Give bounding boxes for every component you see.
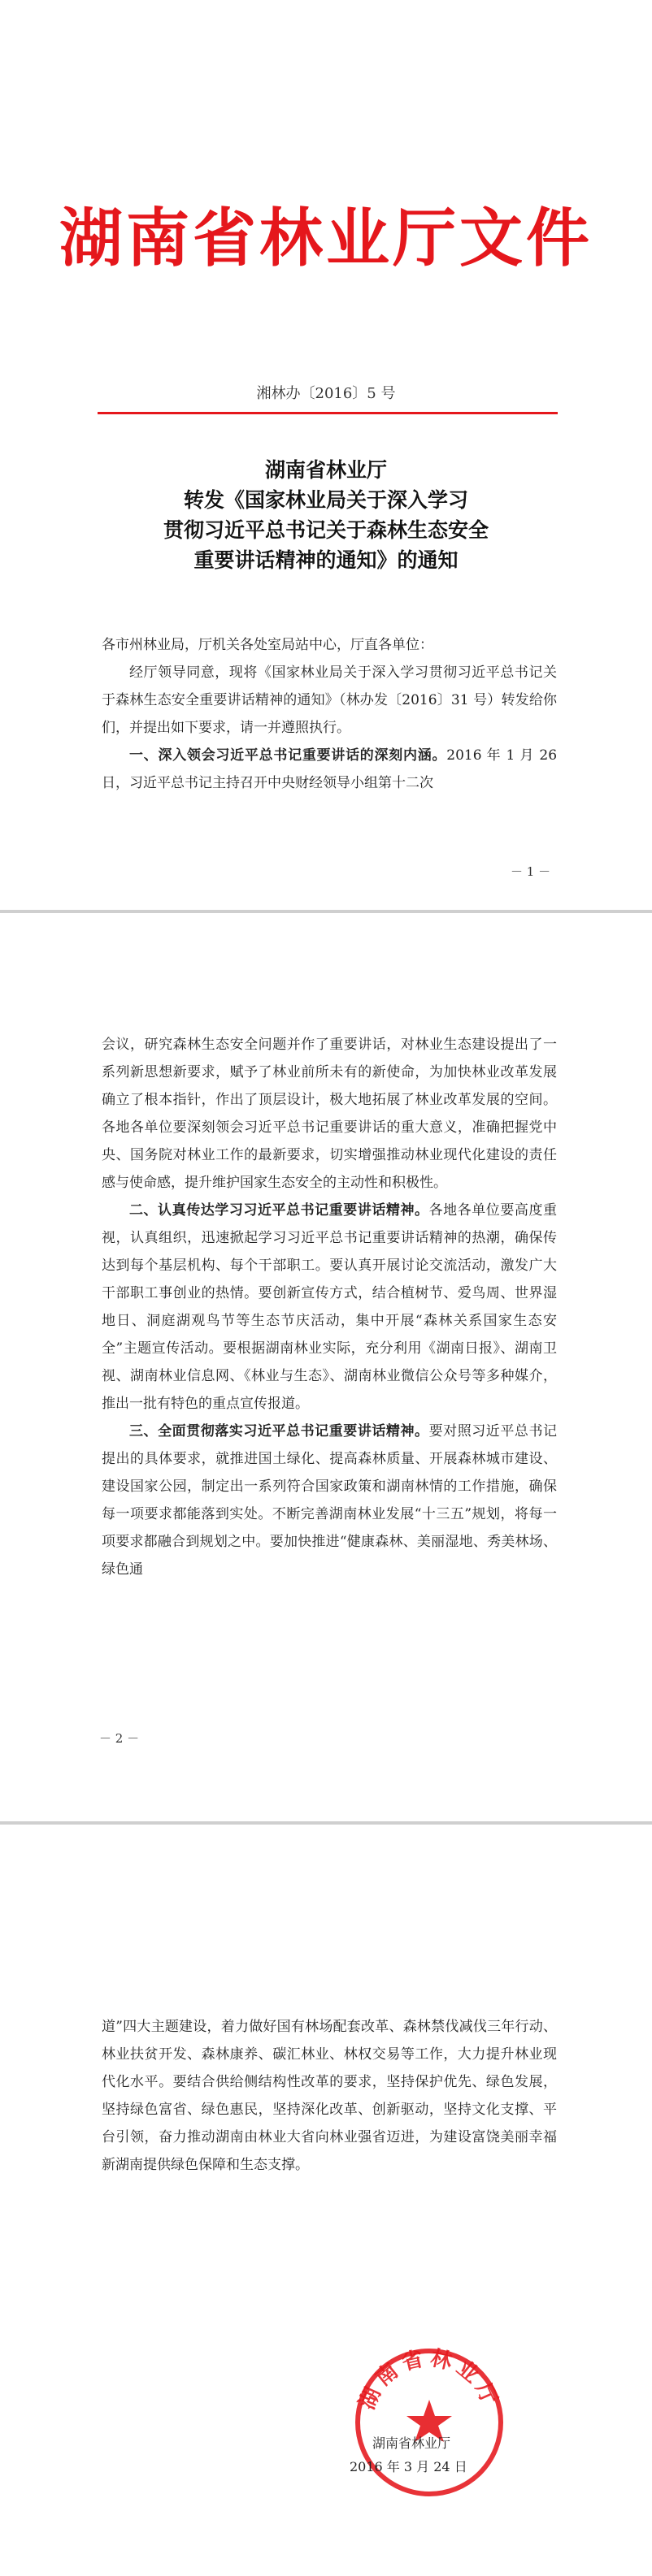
- section-2-heading: 二、认真传达学习习近平总书记重要讲话精神。: [129, 1202, 429, 1219]
- paragraph-continued: 会议，研究森林生态安全问题并作了重要讲话，对林业生态建设提出了一系列新思想新要求，赋予了林业前所未有的新使命，为加快林业改革发展确立了根本指针，作出了顶层设计，极大地拓展了林业改革发展的空间。各地各单位要深刻领会习近平总书记重要讲话的重大意义，准确把握党中央、国务院对林业工作的最新要求，切实增强推动林业现代化建设的责任感与使命感，提升维护国家生态安全的主动性和积极性。: [102, 1037, 557, 1191]
- recipients-line: 各市州林业局，厅机关各处室局站中心，厅直各单位：: [102, 637, 433, 653]
- notice-title-line-1: 湖南省林业厅: [264, 458, 387, 482]
- paragraph-section-2: [102, 1197, 557, 1418]
- signature-block: [350, 2433, 528, 2475]
- paragraph-section-1: [102, 742, 557, 797]
- page-1-body: [102, 631, 557, 797]
- page-number-1: － 1 －: [511, 864, 551, 879]
- section-2-body: 各地各单位要高度重视，认真组织，迅速掀起学习习近平总书记重要讲话精神的热潮，确保传达到每个基层机构、每个干部职工。要认真开展讨论交流活动，激发广大干部职工事创业的热情。要创新宣传方式，结合植树节、爱鸟周、世界湿地日、洞庭湖观鸟节等生态节庆活动，集中开展“森林关系国家生态安全”主题宣传活动。要根据湖南林业实际，充分利用《湖南日报》、湖南卫视、湖南林业信息网、《林业与生态》、湖南林业微信公众号等多种媒介，推出一批有特色的重点宣传报道。: [102, 1202, 558, 1412]
- official-red-seal: [348, 2341, 511, 2504]
- notice-title-line-3: 贯彻习近平总书记关于森林生态安全: [163, 518, 489, 542]
- notice-title-line-4: 重要讲话精神的通知》的通知: [193, 548, 459, 572]
- notice-title-line-2: 转发《国家林业局关于深入学习: [183, 488, 468, 512]
- seal-text: 湖南省林业厅: [354, 2345, 504, 2414]
- page-2-body: [102, 1031, 557, 1583]
- page-3: [0, 1825, 652, 2576]
- page-2: [0, 913, 652, 1821]
- page-number-2: － 2 －: [99, 1731, 140, 1746]
- page-3-body: [102, 2013, 557, 2179]
- signature-date: 2016 年 3 月 24 日: [350, 2459, 467, 2474]
- section-3-body: 要对照习近平总书记提出的具体要求，就推进国土绿化、提高森林质量、开展森林城市建设、建设国家公园，制定出一系列符合国家政策和湖南林情的工作措施，确保每一项要求都能落到实处。不断完善湖南林业发展“十三五”规划，将每一项要求都融合到规划之中。要加快推进“健康森林、美丽湿地、秀美林场、绿色通: [102, 1423, 558, 1578]
- paragraph-section-3: [102, 1418, 557, 1583]
- section-3-heading: 三、全面贯彻落实习近平总书记重要讲话精神。: [129, 1423, 429, 1440]
- red-divider-rule: [98, 412, 558, 414]
- page-1: [0, 0, 652, 910]
- section-1-body: 2016 年 1 月 26 日，习近平总书记主持召开中央财经领导小组第十二次: [102, 747, 558, 791]
- document-number: 湘林办〔2016〕5 号: [256, 385, 396, 402]
- paragraph-closing: 道”四大主题建设，着力做好国有林场配套改革、森林禁伐减伐三年行动、林业扶贫开发、森林康养、碳汇林业、林权交易等工作，大力提升林业现代化水平。要结合供给侧结构性改革的要求，坚持保护优先、绿色发展，坚持绿色富省、绿色惠民，坚持深化改革、创新驱动，坚持文化支撑、平台引领，奋力推动湖南由林业大省向林业强省迈进，为建设富饶美丽幸福新湖南提供绿色保障和生态支撑。: [102, 2019, 557, 2173]
- notice-title: [0, 455, 652, 575]
- signature-organization: 湖南省林业厅: [372, 2435, 451, 2451]
- document-header-title: 湖南省林业厅文件: [59, 202, 593, 275]
- paragraph-intro: 经厅领导同意，现将《国家林业局关于深入学习贯彻习近平总书记关于森林生态安全重要讲话精神的通知》（林办发〔2016〕31 号）转发给你们，并提出如下要求，请一并遵照执行。: [102, 665, 557, 736]
- section-1-heading: 一、深入领会习近平总书记重要讲话的深刻内涵。: [129, 747, 447, 764]
